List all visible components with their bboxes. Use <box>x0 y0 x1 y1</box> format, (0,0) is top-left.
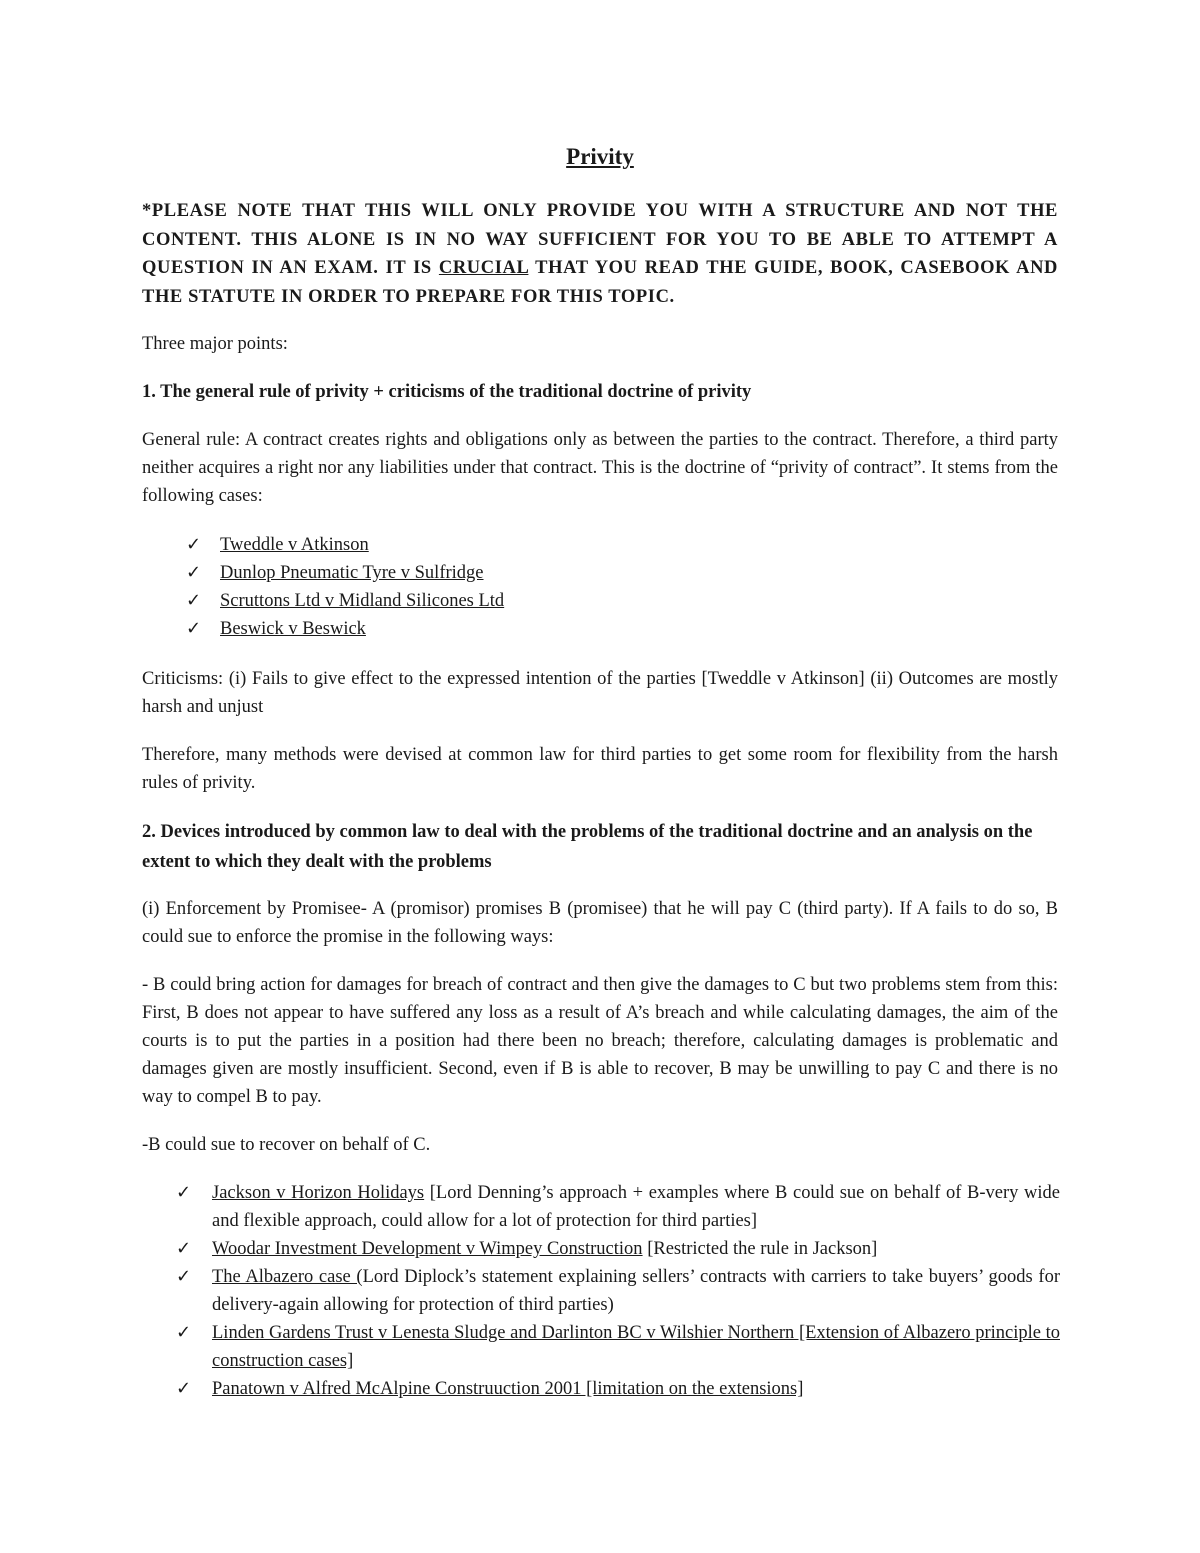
disclaimer-note <box>142 197 1058 311</box>
section2-case-list <box>176 1179 1060 1403</box>
checkmark-icon: ✓ <box>176 1238 192 1259</box>
checkmark-icon: ✓ <box>186 618 202 639</box>
case-name: Woodar Investment Development v Wimpey Construction <box>212 1239 643 1259</box>
section2-heading: 2. Devices introduced by common law to deal with the problems of the traditional doctrine and an analysis on the extent to which they dealt with the problems <box>142 822 1033 872</box>
checkmark-icon: ✓ <box>176 1378 192 1399</box>
case-name: The Albazero case ( <box>212 1267 363 1287</box>
list-item <box>176 1179 1060 1235</box>
recover-paragraph: -B could sue to recover on behalf of C. <box>142 1135 431 1155</box>
checkmark-icon: ✓ <box>176 1182 192 1203</box>
case-name: Tweddle v Atkinson <box>220 535 369 555</box>
list-item <box>176 1375 1060 1403</box>
list-item <box>186 587 1056 615</box>
note-text-after: THAT YOU READ THE GUIDE, BOOK, CASEBOOK AND THE STATUTE IN ORDER TO PREPARE FOR THIS TOPIC. <box>142 258 1058 307</box>
general-rule-paragraph: General rule: A contract creates rights and obligations only as between the parties to the contract. Therefore, a third party neither acquires a right nor any liabilities under that contract. This is the doctrine of “privity of contract”. It stems from the following cases: <box>142 430 1058 506</box>
list-item <box>186 559 1056 587</box>
case-name: Beswick v Beswick <box>220 619 366 639</box>
checkmark-icon: ✓ <box>176 1266 192 1287</box>
therefore-paragraph: Therefore, many methods were devised at common law for third parties to get some room for flexibility from the harsh rules of privity. <box>142 745 1058 793</box>
criticisms-paragraph: Criticisms: (i) Fails to give effect to the expressed intention of the parties [Tweddle v Atkinson] (ii) Outcomes are mostly harsh and unjust <box>142 669 1058 717</box>
page-title: Privity <box>566 144 634 169</box>
note-emphasis: CRUCIAL <box>438 258 529 278</box>
case-name: Jackson v Horizon Holidays <box>212 1183 425 1203</box>
damages-paragraph: - B could bring action for damages for breach of contract and then give the damages to C but two problems stem from this: First, B does not appear to have suffered any loss as a result of A’s breach and while calculating damages, the aim of the courts is to put the parties in a position had there been no breach; therefore, calculating damages is problematic and damages given are mostly insufficient. Second, even if B is able to recover, B may be unwilling to pay C and there is no way to compel B to pay. <box>142 975 1058 1107</box>
enforcement-paragraph: (i) Enforcement by Promisee- A (promisor) promises B (promisee) that he will pay C (third party). If A fails to do so, B could sue to enforce the promise in the following ways: <box>142 899 1058 947</box>
case-note: [Lord Denning’s approach + examples where B could sue on behalf of B-very wide and flexible approach, could allow for a lot of protection for third parties] <box>212 1183 1060 1231</box>
list-item <box>176 1263 1060 1319</box>
checkmark-icon: ✓ <box>176 1322 192 1343</box>
case-name: Panatown v Alfred McAlpine Construuction 2001 [limitation on the extensions] <box>212 1379 804 1399</box>
checkmark-icon: ✓ <box>186 534 202 555</box>
section1-case-list <box>186 531 1056 643</box>
intro-text: Three major points: <box>142 334 288 354</box>
list-item <box>176 1319 1060 1375</box>
case-note: Lord Diplock’s statement explaining sellers’ contracts with carriers to take buyers’ goods for delivery-again allowing for protection of third parties) <box>212 1267 1061 1315</box>
checkmark-icon: ✓ <box>186 562 202 583</box>
case-name: Linden Gardens Trust v Lenesta Sludge and Darlinton BC v Wilshier Northern [Extension of Albazero principle to construction cases] <box>212 1323 1060 1371</box>
list-item <box>186 615 1056 643</box>
checkmark-icon: ✓ <box>186 590 202 611</box>
list-item <box>186 531 1056 559</box>
case-name: Scruttons Ltd v Midland Silicones Ltd <box>220 591 505 611</box>
note-text-before: *PLEASE NOTE THAT THIS WILL ONLY PROVIDE YOU WITH A STRUCTURE AND NOT THE CONTENT. THIS ALONE IS IN NO WAY SUFFICIENT FOR YOU TO BE ABLE TO ATTEMPT A QUESTION IN AN EXAM. IT IS <box>142 201 1058 278</box>
section1-heading: 1. The general rule of privity + criticisms of the traditional doctrine of privity <box>142 382 752 402</box>
list-item <box>176 1235 1060 1263</box>
case-note: [Restricted the rule in Jackson] <box>642 1239 878 1259</box>
case-name: Dunlop Pneumatic Tyre v Sulfridge <box>220 563 484 583</box>
